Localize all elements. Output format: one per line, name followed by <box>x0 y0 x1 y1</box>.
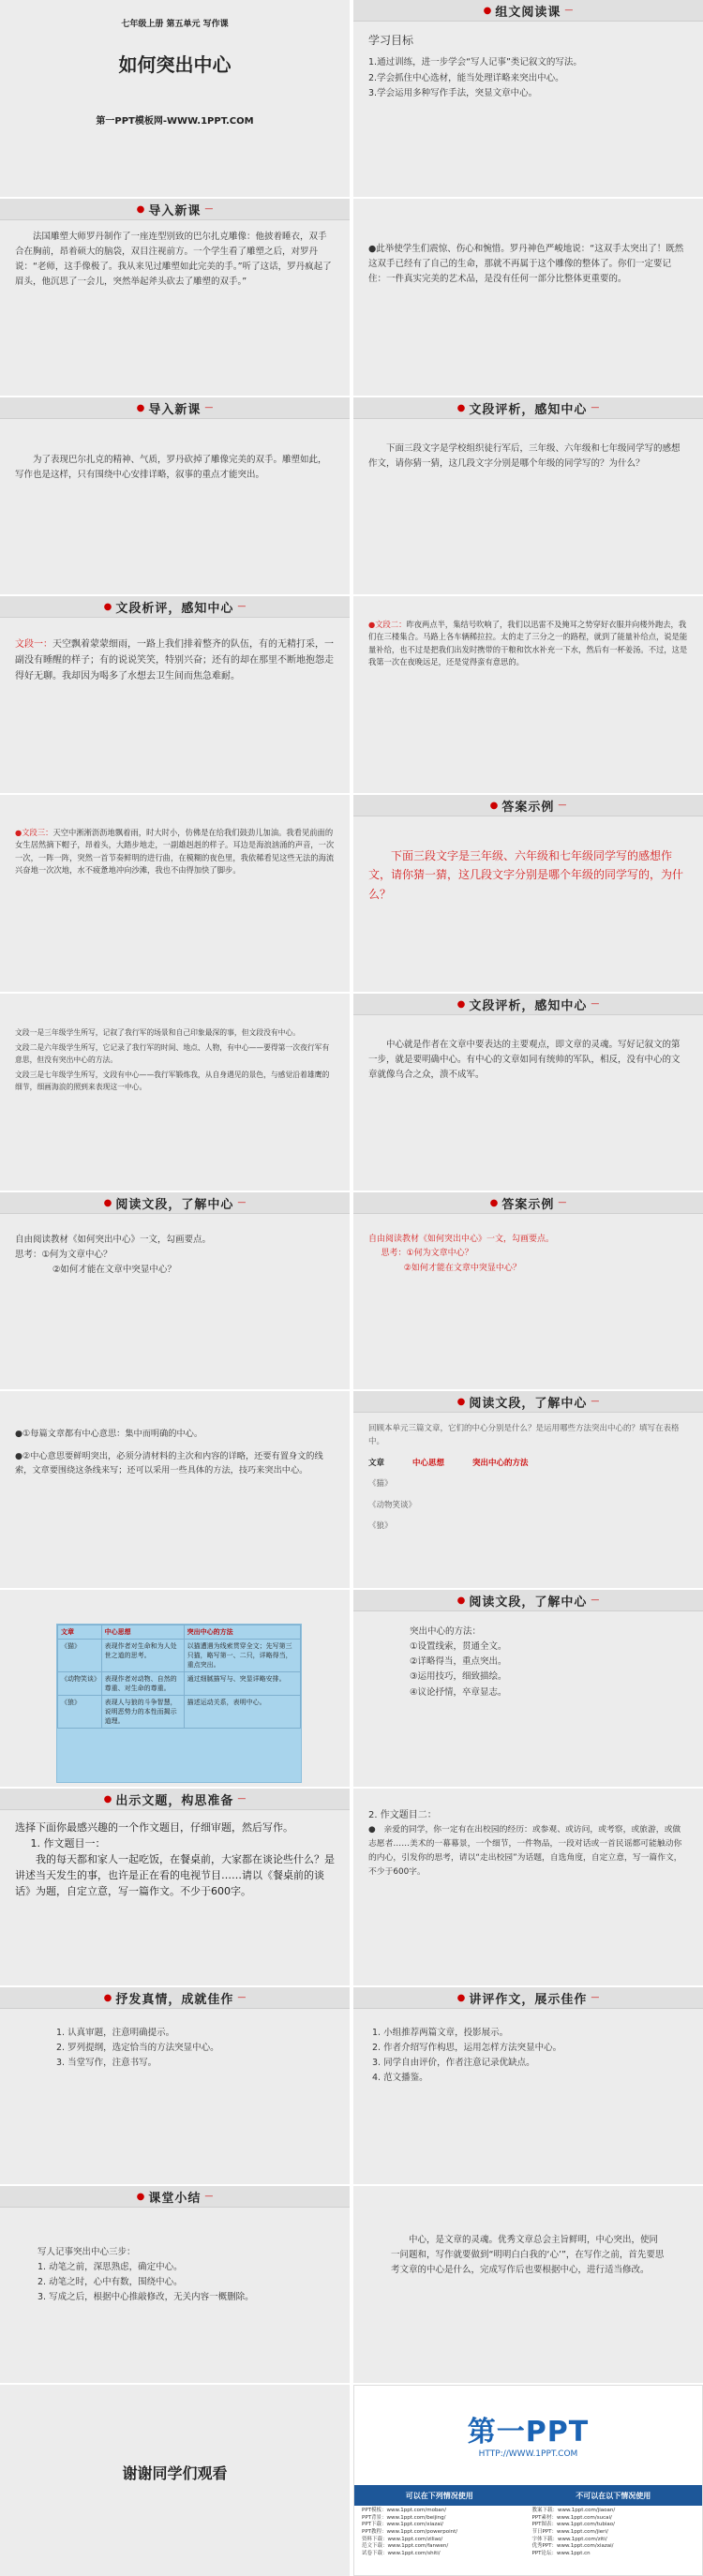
link-item[interactable]: PPT图表：www.1ppt.com/tubiao/ <box>531 2522 615 2528</box>
site-label: 第一PPT模板网-WWW.1PPT.COM <box>96 116 254 127</box>
answer-table: 文章 中心思想 突出中心的方法 《猫》 表现作者对生命和为人处世之道的思考。 以猫遭遇为线索贯穿全文；先写第三只猫，略写第一、二只，详略得当，重点突出。 《动物笑谈》 表现作者对动物、自然的尊重、对生命的尊重。 通过细腻描写与、突显详略安排。 《狼》 表现人与狼的斗争智慧，说明恶势力的本性而揭示道理。 描述运动关系，表明中心。 <box>56 1624 302 1783</box>
passage-label: ●文段二： <box>368 620 407 629</box>
link-item[interactable]: PPT模板：www.1ppt.com/moban/ <box>362 2508 447 2513</box>
slide-14: ● 答案示例 — 自由阅读教材《如何突出中心》一文，勾画要点。 思考：①何为文章中心？ ②如何才能在文章中突显中心？ <box>353 1192 703 1389</box>
task-text: 下面三段文字是学校组织徒行军后，三年级、六年级和七年级同学写的感想作文，请你猜一猜，这几段文字分别是哪个年级的同学写的？为什么？ <box>368 443 681 470</box>
passage-label: ●文段三： <box>15 828 53 837</box>
slide-5: ● 导入新课 — 为了表现巴尔扎克的精神、气质，罗丹砍掉了雕像完美的双手。雕塑如此，写作也是这样，只有围绕中心安排详略，叙事的重点才能突出。 <box>0 397 350 594</box>
slide-18: ● 阅读文段，了解中心 — 突出中心的方法： ①设置线索，贯通全文。 ②详略得当，重点突出。 ③运用技巧，细致描绘。 ④议论抒情，卒章显志。 <box>353 1590 703 1787</box>
slide-13: ● 阅读文段，了解中心 — 自由阅读教材《如何突出中心》一文，勾画要点。 思考：①何为文章中心？ ②如何才能在文章中突显中心？ <box>0 1192 350 1389</box>
table-question: 回顾本单元三篇文章，它们的中心分别是什么？是运用哪些方法突出中心的？填写在表格中。 <box>368 1424 680 1447</box>
reading-task: 自由阅读教材《如何突出中心》一文，勾画要点。 <box>15 1235 212 1245</box>
link-item[interactable]: 字体下载：www.1ppt.com/ziti/ <box>531 2536 607 2542</box>
table-row: 《狼》 <box>368 1521 393 1532</box>
passage-text: 天空中淅淅沥沥地飘着雨，时大时小，仿佛是在给我们鼓劲儿加油。我看见前面的女生居然摘下帽子，昂着头，大踏步地走，一副雄赳赳的样子。耳边是海浪汹涌的声音，一次一次，一阵一阵，突然一首节奏鲜明的进行曲，在模糊的夜色里，我依稀看见这些无法的海流兴奋地一次次地，水不疲惫地冲向沙滩，我也不由得加快了脚步。 <box>15 828 335 875</box>
link-item[interactable]: 节日PPT：www.1ppt.com/jieri/ <box>531 2529 608 2536</box>
analysis-1: 文段一是三年级学生所写，记叙了我行军的场景和自己印象最深的事，但文段没有中心。 <box>15 1028 301 1037</box>
center-definition: 中心就是作者在文章中要表达的主要观点，即文章的灵魂。写好记叙文的第一步，就是要明确中心。有中心的文章如同有统帅的军队，相反，没有中心的文章就像乌合之众，溃不成军。 <box>368 1040 681 1081</box>
course-label: 七年级上册 第五单元 写作课 <box>121 20 229 29</box>
instruction: 选择下面你最感兴趣的一个作文题目，仔细审题，然后写作。 <box>15 1821 293 1834</box>
slide-26 <box>353 2385 703 2576</box>
link-item[interactable]: 资料下载：www.1ppt.com/ziliao/ <box>362 2536 443 2542</box>
intro-text: 为了表现巴尔扎克的精神、气质，罗丹砍掉了雕像完美的双手。雕塑如此，写作也是这样，只有围绕中心安排详略，叙事的重点才能突出。 <box>15 455 327 481</box>
intro-text: 法国雕塑大师罗丹制作了一座连型别致的巴尔扎克雕像：他披着睡衣，双手合在胸前，昂着硕大的脑袋，双目注视前方。一个学生看了雕塑之后，对罗丹说：“老师，这手像极了。我从来见过雕塑如此完美的手。”听了这话，罗丹疯起了眉头，他沉思了一会儿，突然举起斧头砍去了雕塑的双手。” <box>15 232 332 288</box>
table-row: 《猫》 <box>368 1479 393 1490</box>
slide-21: ● 抒发真情，成就佳作 — 1. 认真审题，注意明确提示。 2. 罗列提纲，选定恰当的方法突显中心。 3. 当堂写作，注意书写。 <box>0 1987 350 2184</box>
table-row: 《猫》 表现作者对生命和为人处世之道的思考。 以猫遭遇为线索贯穿全文；先写第三只猫，略写第一、二只，详略得当，重点突出。 <box>58 1640 301 1672</box>
slide-19: ● 出示文题，构思准备 — 选择下面你最感兴趣的一个作文题目，仔细审题，然后写作。 1. 作文题目一： 我的每天都和家人一起吃饭，在餐桌前，大家都在谈论些什么？是讲述当天发生的事，也许是正在看的电视节目……请以《餐桌前的谈话》为题，自定立意，写一篇作文。不少于600字。 <box>0 1789 350 1985</box>
analysis-2: 文段二是六年级学生所写，它记录了我行军的时间、地点、人物，有中心——要得第一次夜行军有意思，但没有突出中心的方法。 <box>15 1043 330 1064</box>
methods-title: 突出中心的方法： <box>410 1626 482 1637</box>
passage-text: 昨夜两点半，集结号吹响了，我们以迅雷不及掩耳之势穿好衣服并向楼外跑去，我们在三楼集合。马路上各车辆稀拉拉。太的走了三分之一的路程，就到了能量补给点，说是能量补给，也不过是把我们出发时携带的干粮和饮水补充一下水，然后有一杯姜汤。不过，这是我第一次在夜晚远足，还是觉得蛮有意思的。 <box>368 620 688 666</box>
slide-16: ● 阅读文段，了解中心 — 回顾本单元三篇文章，它们的中心分别是什么？是运用哪些方法突出中心的？填写在表格中。 文章 中心思想 突出中心的方法 《猫》 《动物笑谈》 《狼》 <box>353 1391 703 1588</box>
topic-1-text: 我的每天都和家人一起吃饭，在餐桌前，大家都在谈论些什么？是讲述当天发生的事，也许是正在看的电视节目……请以《餐桌前的谈话》为题，自定立意，写一篇作文。不少于600字。 <box>15 1853 335 1898</box>
summary-text: 中心，是文章的灵魂。优秀文章总会主旨鲜明，中心突出，使同一问题和，写作就要做到“明明白白我的‘心’”，在写作之前，首先要思考文章的中心是什么，完成写作后也要根据中心，进行适当修改。 <box>391 2235 665 2276</box>
goal-1: 1.通过训练，进一步学会“写人记事”类记叙文的写法。 <box>368 57 582 68</box>
link-item[interactable]: 优秀PPT：www.1ppt.com/xiazai/ <box>531 2543 614 2550</box>
topic-2-text: ● 亲爱的同学，你一定有在出校园的经历：或参观、或访问，或考察，或旅游，或做志愿者……美术的一幕幕景，一个细节，一件物品，一段对话或一首民谣都可能触动你的内心，引发你的思考，请以“走出校园”为话题，自选角度，自定立意，写一篇作文，不少于600字。 <box>368 1825 682 1877</box>
topic-1-label: 1. 作文题目一： <box>30 1837 106 1850</box>
table-row: 《狼》 表现人与狼的斗争智慧，说明恶势力的本性而揭示道理。 描述运动关系，表明中心。 <box>58 1696 301 1729</box>
link-item[interactable]: 范文下载：www.1ppt.com/fanwen/ <box>362 2543 449 2550</box>
slide-8 <box>353 596 703 793</box>
step-1: 1. 认真审题，注意明确提示。 <box>56 2028 175 2038</box>
topic-2-label: 2. 作文题目二： <box>368 1810 437 1820</box>
summary-1: 1. 动笔之前，深思熟虑，确定中心。 <box>37 2262 183 2273</box>
usage-allowed: 可以在下列情况使用 <box>405 2491 473 2500</box>
brand-logo <box>354 2408 702 2459</box>
link-item[interactable]: PPT教程：www.1ppt.com/powerpoint/ <box>362 2529 458 2536</box>
question-2: ②如何才能在文章中突显中心？ <box>52 1265 176 1276</box>
answer-question: 下面三段文字是三年级、六年级和七年级同学写的感想作文，请你猜一猜，这几段文字分别是哪个年级的同学写的，为什么？ <box>368 849 684 901</box>
summary-title: 写人记事突出中心三步： <box>37 2247 136 2257</box>
summary-2: 2. 动笔之时，心中有数，围绕中心。 <box>37 2277 183 2288</box>
usage-bar <box>354 2485 702 2506</box>
slide-15 <box>0 1391 350 1588</box>
slide-11 <box>0 994 350 1191</box>
point-1: ●①每篇文章都有中心意思：集中而明确的中心。 <box>15 1429 203 1439</box>
slide-4 <box>353 199 703 396</box>
usage-forbidden: 不可以在以下情况使用 <box>576 2491 651 2500</box>
link-item[interactable]: PPT素材：www.1ppt.com/sucai/ <box>531 2514 612 2521</box>
slide-title: 如何突出中心 <box>118 53 232 76</box>
question-1: 思考：①何为文章中心？ <box>381 1249 473 1259</box>
method-4: ④议论抒情，卒章显志。 <box>410 1686 507 1698</box>
question-2: ②如何才能在文章中突显中心？ <box>403 1263 521 1273</box>
slide-20 <box>353 1789 703 1985</box>
reading-task: 自由阅读教材《如何突出中心》一文，勾画要点。 <box>368 1235 555 1244</box>
link-item[interactable]: 教案下载：www.1ppt.com/jiaoan/ <box>531 2508 616 2513</box>
slide-22: ● 讲评作文，展示佳作 — 1. 小组推荐两篇文章，投影展示。 2. 作者介绍写作构思，运用怎样方法突显中心。 3. 同学自由评价，作者注意记录优缺点。 4. 范文播鉴。 <box>353 1987 703 2184</box>
link-item[interactable]: PPT论坛：www.1ppt.cn <box>531 2551 591 2557</box>
slide-10: ● 答案示例 — 下面三段文字是三年级、六年级和七年级同学写的感想作文，请你猜一猜，这几段文字分别是哪个年级的同学写的，为什么？ <box>353 795 703 992</box>
point-2: ●②中心意思要鲜明突出，必须分清材料的主次和内容的详略，还要有置身文的线索，文章要围绕这条线来写；还可以采用一些具体的方法，技巧来突出中心。 <box>15 1450 323 1476</box>
question-1: 思考：①何为文章中心？ <box>15 1250 112 1261</box>
slide-25 <box>0 2385 350 2576</box>
passage-text: 天空飘着蒙蒙细雨，一路上我们排着整齐的队伍，有的无精打采，一副没有睡醒的样子；有的说说笑笑，特别兴奋；还有的却在那里不断地抱怨走得好无聊。我却因为喝多了水想去卫生间而焦急难耐。 <box>15 639 334 681</box>
logo-text: 第一PPT <box>467 2416 590 2449</box>
step-2: 2. 罗列提纲，选定恰当的方法突显中心。 <box>56 2043 219 2054</box>
slide-6: ● 文段评析，感知中心 — 下面三段文字是学校组织徒行军后，三年级、六年级和七年级同学写的感想作文，请你猜一猜，这几段文字分别是哪个年级的同学写的？为什么？ <box>353 397 703 594</box>
step-1: 1. 小组推荐两篇文章，投影展示。 <box>372 2028 509 2038</box>
table-row: 《动物笑谈》 表现作者对动物、自然的尊重、对生命的尊重。 通过细腻描写与、突显详略安排。 <box>58 1672 301 1696</box>
method-3: ③运用技巧，细致描绘。 <box>410 1671 507 1683</box>
subtitle: 学习目标 <box>368 34 414 47</box>
method-1: ①设置线索，贯通全文。 <box>410 1641 507 1653</box>
slide-2 <box>353 0 703 197</box>
goal-2: 2.学会抓住中心选材，能当处理详略来突出中心。 <box>368 72 564 83</box>
goal-3: 3.学会运用多种写作手法，突显文章中心。 <box>368 87 538 98</box>
step-3: 3. 当堂写作，注意书写。 <box>56 2058 157 2069</box>
link-item[interactable]: PPT背景：www.1ppt.com/beijing/ <box>362 2514 446 2521</box>
slide-17 <box>0 1590 350 1787</box>
slide-24 <box>353 2186 703 2383</box>
step-2: 2. 作者介绍写作构思，运用怎样方法突显中心。 <box>372 2043 562 2054</box>
link-item[interactable]: 试卷下载：www.1ppt.com/shiti/ <box>362 2551 441 2557</box>
link-item[interactable]: PPT下载：www.1ppt.com/xiazai/ <box>362 2522 444 2528</box>
slide-9 <box>0 795 350 992</box>
slide-12: ● 文段评析，感知中心 — 中心就是作者在文章中要表达的主要观点，即文章的灵魂。写好记叙文的第一步，就是要明确中心。有中心的文章如同有统帅的军队，相反，没有中心的文章就像乌合之众，溃不成军。 <box>353 994 703 1191</box>
table-header: 文章 中心思想 突出中心的方法 <box>368 1458 529 1468</box>
passage-label: 文段一： <box>15 639 52 650</box>
link-list <box>354 2506 702 2560</box>
slide-1 <box>0 0 350 197</box>
explain-text: ●此举使学生们震惊、伤心和惋惜。罗丹神色严峻地说：“这双手太突出了！既然这双手已经有了自己的生命，那就不再属于这个雕像的整体了。你们一定要记住：一件真实完美的艺术品，是没有任何一部分比整体更重要的。 <box>368 244 684 285</box>
thanks-text: 谢谢同学们观看 <box>122 2464 228 2482</box>
step-4: 4. 范文播鉴。 <box>372 2073 428 2084</box>
summary-3: 3. 写成之后，根据中心推敲修改，无关内容一概删除。 <box>37 2292 254 2303</box>
slide-23: ● 课堂小结 — 写人记事突出中心三步： 1. 动笔之前，深思熟虑，确定中心。 2. 动笔之时，心中有数，围绕中心。 3. 写成之后，根据中心推敲修改，无关内容一概删除。 <box>0 2186 350 2383</box>
analysis-3: 文段三是七年级学生所写，文段有中心——我行军锻炼我，从自身遇见的景色，与感觉沿着雄鹰的细节，细画海浪的照到来表现这一中心。 <box>15 1071 330 1091</box>
slide-7: ● 文段析评，感知中心 — 文段一：天空飘着蒙蒙细雨，一路上我们排着整齐的队伍，有的无精打采，一副没有睡醒的样子；有的说说笑笑，特别兴奋；还有的却在那里不断地抱怨走得好无聊。我却因为喝多了水想去卫生间而焦急难耐。 <box>0 596 350 793</box>
method-2: ②详略得当，重点突出。 <box>410 1656 507 1668</box>
table-row: 《动物笑谈》 <box>368 1500 417 1510</box>
slide-3: ● 导入新课 — 法国雕塑大师罗丹制作了一座连型别致的巴尔扎克雕像：他披着睡衣，双手合在胸前，昂着硕大的脑袋，双目注视前方。一个学生看了雕塑之后，对罗丹说：“老师，这手像极了。我从来见过雕塑如此完美的手。”听了这话，罗丹疯起了眉头，他沉思了一会儿，突然举起斧头砍去了雕塑的双手。” <box>0 199 350 396</box>
logo-url: HTTP://WWW.1PPT.COM <box>478 2449 578 2459</box>
slide-header: ● 组文阅读课 — <box>353 0 703 22</box>
step-3: 3. 同学自由评价，作者注意记录优缺点。 <box>372 2058 535 2069</box>
